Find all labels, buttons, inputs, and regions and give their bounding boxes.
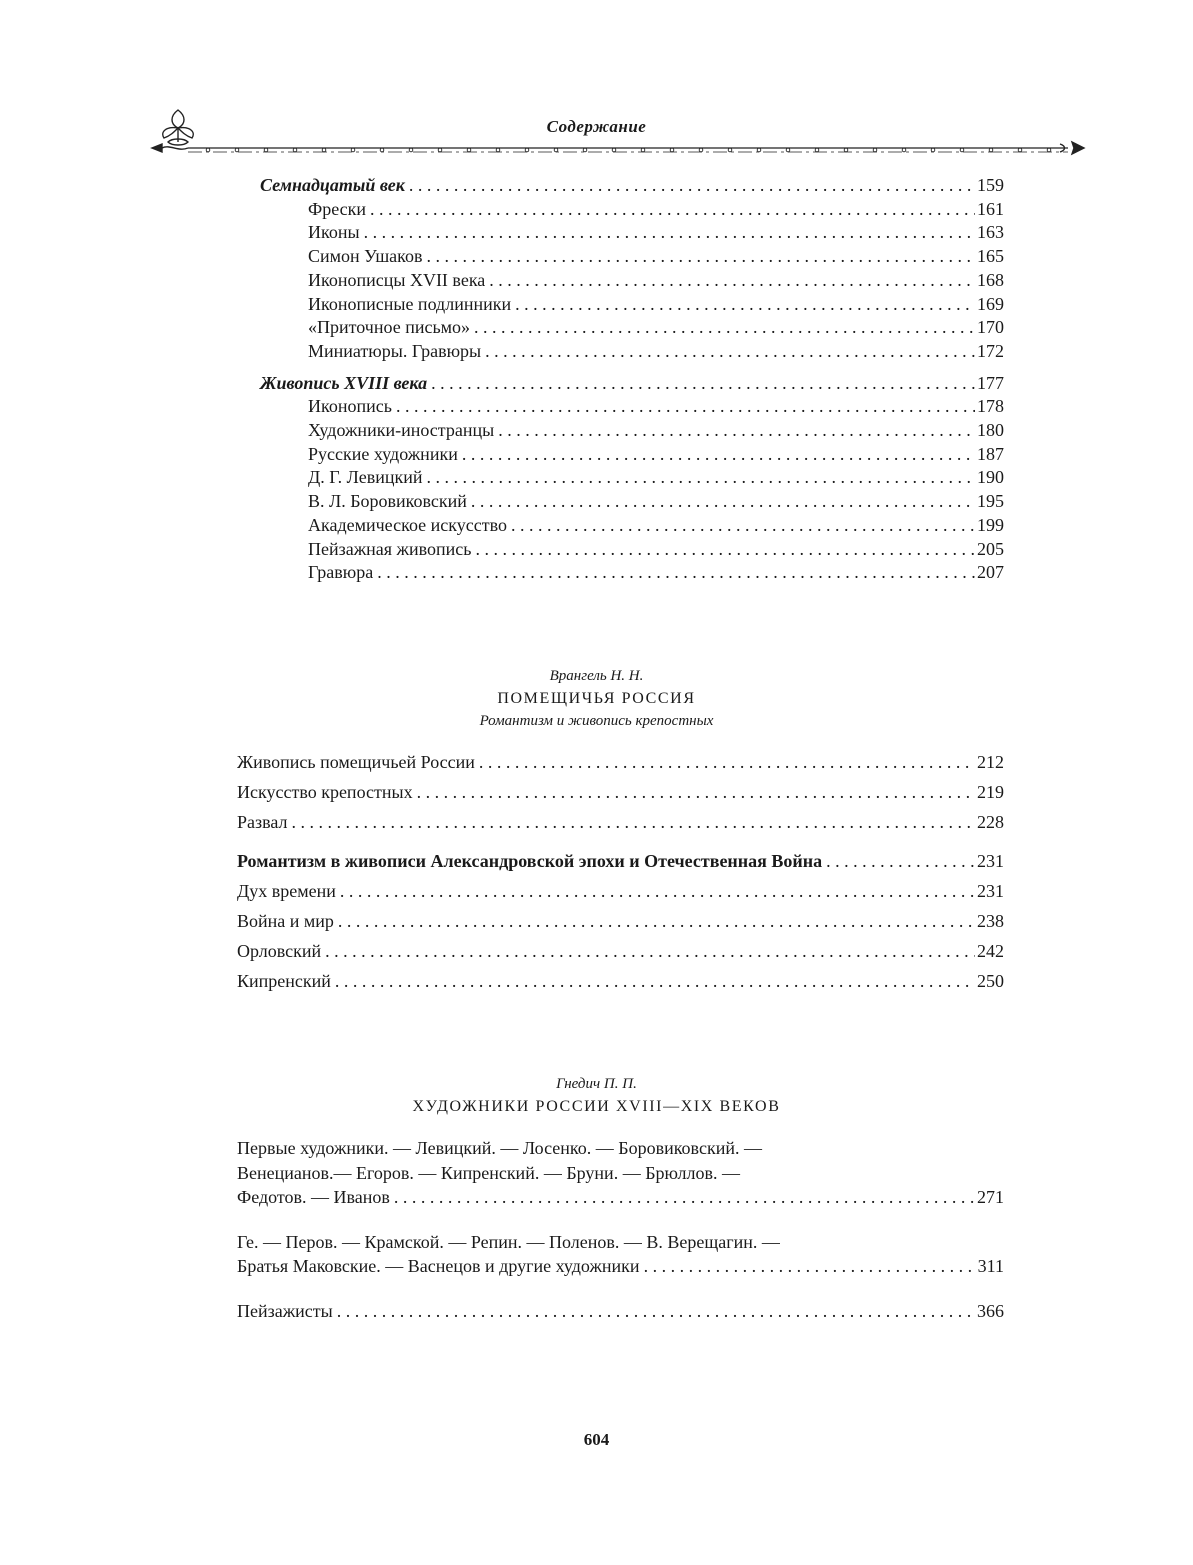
toc-entry bbox=[237, 1254, 1004, 1279]
toc-heading bbox=[260, 372, 1004, 396]
ornament-dot bbox=[235, 148, 239, 152]
leader-dots bbox=[394, 1185, 975, 1210]
toc-page: 207 bbox=[977, 562, 1004, 583]
ornament-dot bbox=[931, 148, 935, 152]
toc-page: 199 bbox=[977, 514, 1004, 535]
ornament-dot bbox=[873, 148, 877, 152]
leader-dots bbox=[511, 514, 975, 538]
toc-page: 250 bbox=[977, 970, 1004, 991]
leader-dots bbox=[462, 443, 975, 467]
leader-dots bbox=[370, 198, 975, 222]
leader-dots bbox=[485, 340, 975, 364]
leader-dots bbox=[337, 1299, 975, 1324]
toc-entry bbox=[260, 538, 1004, 562]
toc-title: «Приточное письмо» bbox=[308, 317, 471, 338]
section-2-subtitle: Романтизм и живопись крепостных bbox=[479, 713, 714, 729]
toc-title: Иконописцы XVII века bbox=[308, 269, 486, 290]
ornament-dot bbox=[380, 148, 384, 152]
toc-heading bbox=[237, 847, 1004, 877]
toc-entry bbox=[260, 221, 1004, 245]
toc-page: 190 bbox=[977, 467, 1004, 488]
toc-title: Семнадцатый век bbox=[260, 175, 405, 195]
toc-entry bbox=[260, 316, 1004, 340]
leader-dots bbox=[471, 490, 975, 514]
toc-title: Фрески bbox=[308, 198, 367, 219]
toc-page: 159 bbox=[977, 175, 1004, 195]
ornament-dot bbox=[438, 148, 442, 152]
toc-page: 165 bbox=[977, 246, 1004, 267]
toc-title: Русские художники bbox=[308, 443, 458, 464]
toc-entry bbox=[237, 877, 1004, 907]
ornament-dot bbox=[641, 148, 645, 152]
toc-page: 205 bbox=[977, 538, 1004, 559]
toc-entry bbox=[237, 778, 1004, 808]
toc-page: 187 bbox=[977, 443, 1004, 464]
toc-title: В. Л. Боровиковский bbox=[308, 491, 467, 512]
toc-page: 178 bbox=[977, 396, 1004, 417]
toc-title: Иконы bbox=[308, 222, 360, 243]
toc-page: 177 bbox=[977, 372, 1004, 393]
toc-title: Иконопись bbox=[308, 396, 392, 417]
toc-page: 228 bbox=[977, 811, 1004, 832]
ornament-dot bbox=[293, 148, 297, 152]
toc-title: Д. Г. Левицкий bbox=[308, 467, 423, 488]
toc-page: 170 bbox=[977, 317, 1004, 338]
toc-page: 219 bbox=[977, 781, 1004, 802]
page-number: 604 bbox=[583, 1430, 610, 1449]
ornament-dot bbox=[1047, 148, 1051, 152]
leader-dots bbox=[292, 808, 975, 838]
toc-page: 180 bbox=[977, 420, 1004, 441]
toc-entry-line: Венецианов.— Егоров. — Кипренский. — Бруни. — Брюллов. — bbox=[237, 1162, 740, 1183]
leader-dots bbox=[364, 221, 975, 245]
toc-entry-line: Первые художники. — Левицкий. — Лосенко. — Боровиковский. — bbox=[237, 1138, 762, 1158]
toc-page: 161 bbox=[977, 198, 1004, 219]
ornament-dot bbox=[757, 148, 761, 152]
ornament-dot bbox=[786, 148, 790, 152]
toc-page: 242 bbox=[977, 940, 1004, 961]
toc-entry bbox=[237, 748, 1004, 778]
toc-entry bbox=[260, 395, 1004, 419]
toc-title: Искусство крепостных bbox=[237, 781, 413, 802]
ornament-dot bbox=[699, 148, 703, 152]
section-2-author: Врангель Н. Н. bbox=[549, 668, 644, 684]
leader-dots bbox=[338, 907, 975, 937]
leader-dots bbox=[335, 967, 975, 997]
toc-entry bbox=[237, 1299, 1004, 1324]
leader-dots bbox=[479, 748, 975, 778]
toc-entry bbox=[237, 937, 1004, 967]
toc-page: 195 bbox=[977, 491, 1004, 512]
ornament-dot bbox=[554, 148, 558, 152]
toc-title: Федотов. — Иванов bbox=[237, 1187, 390, 1207]
toc-entry bbox=[237, 808, 1004, 838]
toc-title: Война и мир bbox=[237, 910, 334, 931]
leader-dots bbox=[431, 372, 975, 396]
leader-dots bbox=[515, 293, 975, 317]
ornament-dot bbox=[351, 148, 355, 152]
section-3-title: ХУДОЖНИКИ РОССИИ XVIII—XIX ВЕКОВ bbox=[412, 1098, 781, 1115]
leader-dots bbox=[377, 561, 975, 585]
leader-dots bbox=[340, 877, 975, 907]
toc-title: Романтизм в живописи Александровской эпохи и Отечественная Война bbox=[237, 851, 823, 872]
ornament-dot bbox=[989, 148, 993, 152]
leader-dots bbox=[498, 419, 975, 443]
ornament-dot bbox=[583, 148, 587, 152]
toc-entry bbox=[260, 443, 1004, 467]
leader-dots bbox=[325, 937, 975, 967]
ornament-dot bbox=[902, 148, 906, 152]
toc-title: Кипренский bbox=[237, 970, 331, 991]
toc-entry bbox=[260, 490, 1004, 514]
toc-title: Миниатюры. Гравюры bbox=[308, 340, 482, 361]
toc-title: Академическое искусство bbox=[308, 514, 507, 535]
ornament-dot bbox=[496, 148, 500, 152]
ornament-dot bbox=[409, 148, 413, 152]
section-3-author: Гнедич П. П. bbox=[556, 1076, 637, 1092]
leader-dots bbox=[826, 847, 975, 877]
toc-entry bbox=[237, 907, 1004, 937]
ornament-dot bbox=[206, 148, 210, 152]
leader-dots bbox=[427, 466, 975, 490]
toc-entry bbox=[260, 245, 1004, 269]
leader-dots bbox=[489, 269, 975, 293]
ornament-dot bbox=[670, 148, 674, 152]
toc-page: 271 bbox=[977, 1187, 1004, 1207]
ornament-dot bbox=[960, 148, 964, 152]
toc-title: Пейзажная живопись bbox=[308, 538, 472, 559]
leader-dots bbox=[474, 316, 975, 340]
toc-entry bbox=[237, 967, 1004, 997]
toc-entry bbox=[260, 198, 1004, 222]
toc-entry bbox=[260, 561, 1004, 585]
toc-page: 238 bbox=[977, 910, 1004, 931]
toc-section-2 bbox=[237, 748, 1004, 996]
leader-dots bbox=[417, 778, 975, 808]
toc-title: Орловский bbox=[237, 940, 322, 961]
toc-entry bbox=[260, 293, 1004, 317]
ornament-dot bbox=[322, 148, 326, 152]
ornament-dot bbox=[1018, 148, 1022, 152]
ornament-dot bbox=[467, 148, 471, 152]
toc-title: Братья Маковские. — Васнецов и другие художники bbox=[237, 1256, 640, 1276]
toc-page: 311 bbox=[977, 1256, 1004, 1276]
toc-title: Иконописные подлинники bbox=[308, 293, 512, 314]
ornament-dot bbox=[844, 148, 848, 152]
toc-entry bbox=[260, 514, 1004, 538]
toc-entry bbox=[260, 269, 1004, 293]
leader-dots bbox=[409, 174, 975, 198]
toc-title: Пейзажисты bbox=[237, 1300, 333, 1321]
toc-heading bbox=[260, 174, 1004, 198]
toc-entry bbox=[260, 340, 1004, 364]
toc-page: 169 bbox=[977, 293, 1004, 314]
toc-section-1 bbox=[260, 174, 1004, 585]
ornament-dot bbox=[612, 148, 616, 152]
toc-title: Симон Ушаков bbox=[308, 246, 423, 267]
toc-entry-line: Ге. — Перов. — Крамской. — Репин. — Поленов. — В. Верещагин. — bbox=[237, 1231, 780, 1252]
toc-page: 172 bbox=[977, 340, 1004, 361]
leader-dots bbox=[644, 1254, 976, 1279]
toc-page: 231 bbox=[977, 881, 1004, 902]
ornament-dot bbox=[815, 148, 819, 152]
toc-page: 168 bbox=[977, 269, 1004, 290]
toc-page: 366 bbox=[977, 1300, 1004, 1321]
toc-title: Живопись помещичьей России bbox=[237, 752, 475, 772]
leader-dots bbox=[427, 245, 975, 269]
toc-page: 212 bbox=[977, 752, 1004, 772]
toc-page: 231 bbox=[977, 851, 1004, 872]
toc-title: Живопись XVIII века bbox=[260, 372, 428, 393]
toc-page: 163 bbox=[977, 222, 1004, 243]
section-2-title: ПОМЕЩИЧЬЯ РОССИЯ bbox=[497, 690, 696, 707]
ornament-dot bbox=[728, 148, 732, 152]
toc-section-3 bbox=[237, 1136, 1004, 1323]
running-head: Содержание bbox=[546, 117, 647, 136]
toc-title: Художники-иностранцы bbox=[308, 420, 495, 441]
toc-title: Развал bbox=[237, 811, 288, 832]
ornament-dot bbox=[525, 148, 529, 152]
toc-entry bbox=[237, 1185, 1004, 1210]
leader-dots bbox=[396, 395, 975, 419]
toc-title: Гравюра bbox=[308, 562, 374, 583]
toc-entry bbox=[260, 419, 1004, 443]
toc-entry bbox=[260, 466, 1004, 490]
toc-title: Дух времени bbox=[237, 881, 336, 902]
ornament-dot bbox=[264, 148, 268, 152]
leader-dots bbox=[475, 538, 975, 562]
